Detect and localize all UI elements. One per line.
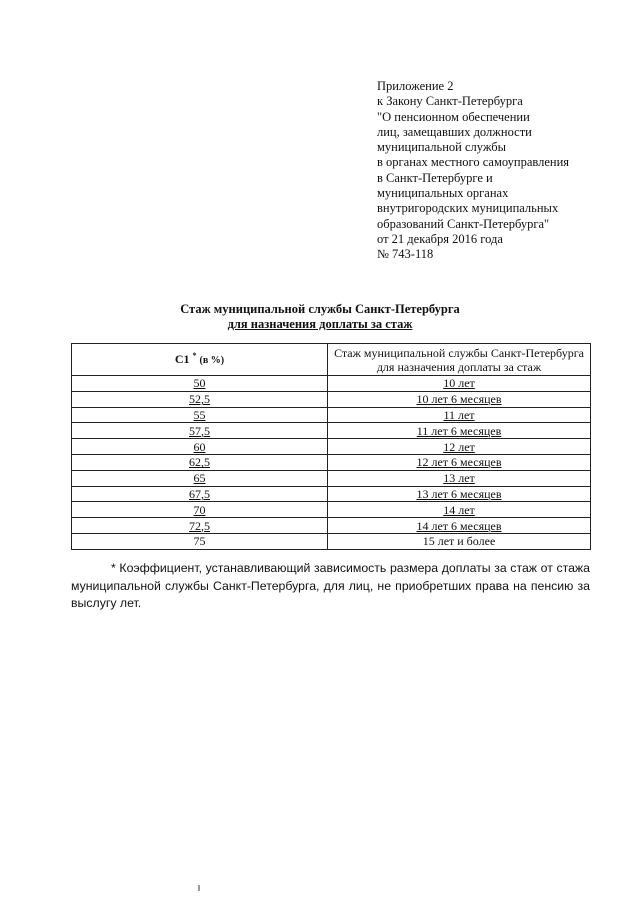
cell-seniority: 10 лет 6 месяцев (328, 391, 591, 407)
header-coefficient-label: С1 (174, 351, 190, 366)
cell-seniority: 13 лет 6 месяцев (328, 486, 591, 502)
appendix-header (377, 79, 617, 263)
appendix-line: муниципальных органах (377, 186, 509, 201)
appendix-line: к Закону Санкт-Петербурга (377, 94, 523, 109)
cell-coefficient: 67,5 (72, 486, 328, 502)
cell-coefficient: 55 (72, 407, 328, 423)
footnote-mark: * (192, 350, 197, 360)
table-row (72, 407, 591, 423)
cell-coefficient: 72,5 (72, 518, 328, 534)
table-row (72, 423, 591, 439)
cell-seniority: 12 лет (328, 439, 591, 455)
appendix-line: внутригородских муниципальных (377, 201, 559, 216)
appendix-line: образований Санкт-Петербурга" (377, 216, 550, 231)
header-seniority: Стаж муниципальной службы Санкт-Петербурга для назначения доплаты за стаж (328, 344, 591, 376)
title-line-2: для назначения доплаты за стаж (227, 317, 413, 331)
cell-coefficient: 62,5 (72, 454, 328, 470)
appendix-line: от 21 декабря 2016 года (377, 231, 503, 246)
cell-coefficient: 50 (72, 376, 328, 392)
appendix-line: лиц, замещавших должности (377, 124, 532, 139)
cell-coefficient: 52,5 (72, 391, 328, 407)
cell-coefficient: 65 (72, 470, 328, 486)
table-row (72, 518, 591, 534)
document-title (0, 302, 640, 332)
cell-seniority: 11 лет 6 месяцев (328, 423, 591, 439)
scan-speck (198, 885, 200, 891)
table-row (72, 376, 591, 392)
title-line-1: Стаж муниципальной службы Санкт-Петербурга (180, 302, 460, 316)
cell-seniority: 10 лет (328, 376, 591, 392)
appendix-line: муниципальной службы (377, 140, 507, 155)
table-row (72, 439, 591, 455)
header-coefficient (72, 344, 328, 376)
seniority-table-container (71, 343, 590, 550)
header-coefficient-unit: (в %) (199, 354, 225, 366)
appendix-line: в органах местного самоуправления (377, 155, 570, 170)
cell-coefficient: 70 (72, 502, 328, 518)
table-row (72, 391, 591, 407)
table-row (72, 454, 591, 470)
cell-seniority: 14 лет 6 месяцев (328, 518, 591, 534)
cell-coefficient: 57,5 (72, 423, 328, 439)
footnote: * Коэффициент, устанавливающий зависимость размера доплаты за стаж от стажа муниципальной службы Санкт-Петербурга, для лиц, не приобретших права на пенсию за выслугу лет. (71, 561, 590, 610)
appendix-line: в Санкт-Петербурге и (377, 170, 493, 185)
cell-seniority: 14 лет (328, 502, 591, 518)
appendix-law-number: № 743-118 (377, 247, 434, 262)
cell-coefficient: 75 (72, 533, 328, 549)
cell-seniority: 13 лет (328, 470, 591, 486)
table-header-row (72, 344, 591, 376)
cell-coefficient: 60 (72, 439, 328, 455)
appendix-line: Приложение 2 (377, 79, 454, 93)
table-row (72, 470, 591, 486)
cell-seniority: 12 лет 6 месяцев (328, 454, 591, 470)
cell-seniority: 11 лет (328, 407, 591, 423)
cell-seniority: 15 лет и более (328, 533, 591, 549)
appendix-line: "О пенсионном обеспечении (377, 109, 530, 124)
table-row (72, 486, 591, 502)
seniority-table (71, 343, 591, 550)
table-row (72, 502, 591, 518)
table-row (72, 533, 591, 549)
